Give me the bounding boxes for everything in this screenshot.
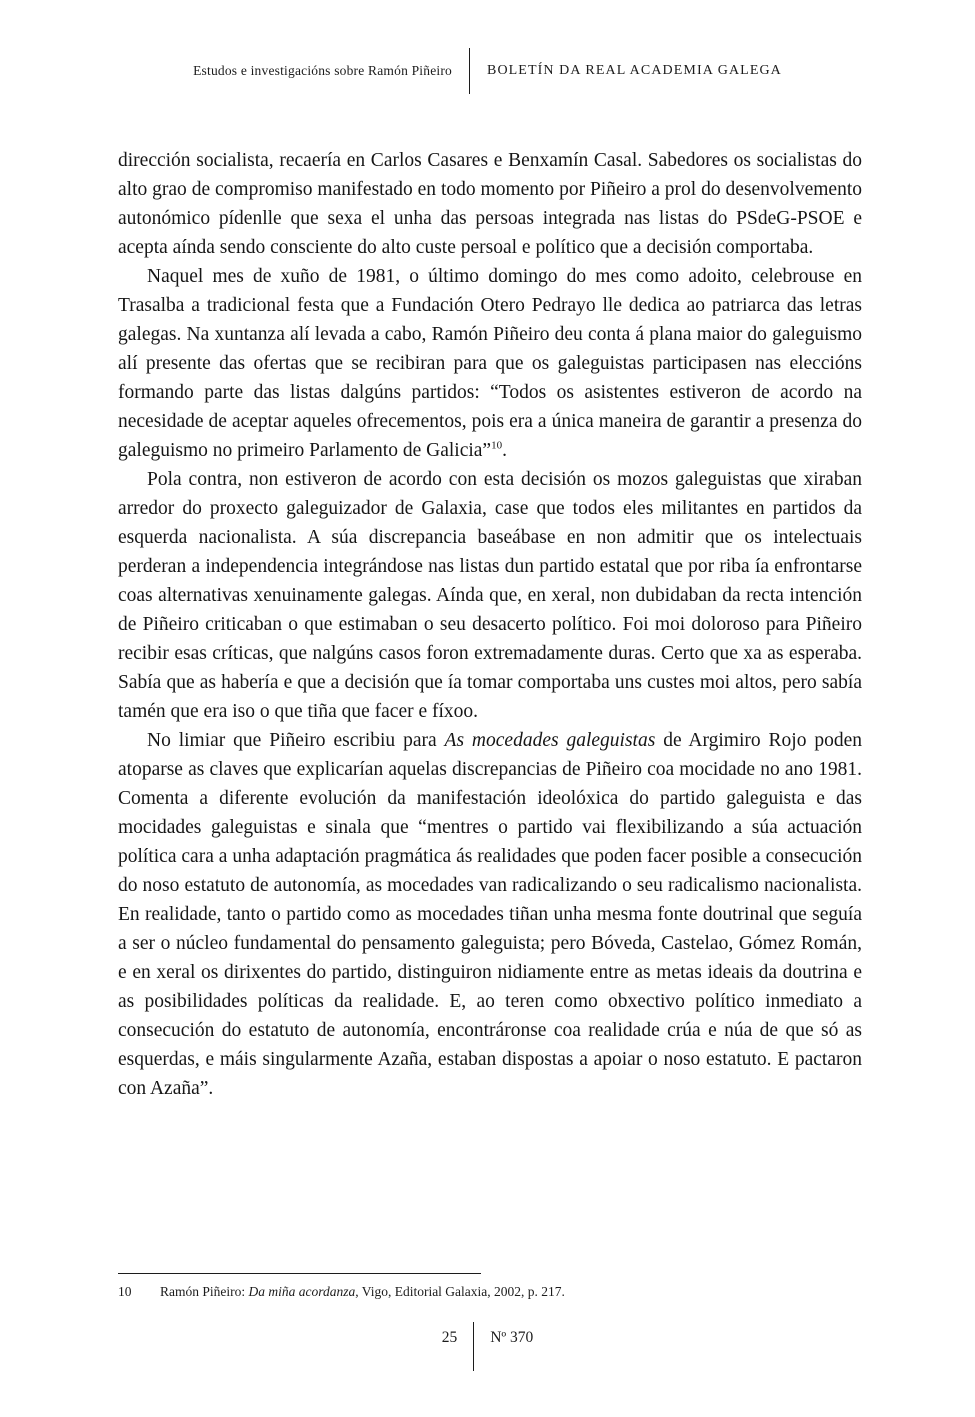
paragraph-text: dirección socialista, recaería en Carlos Casares e Benxamín Casal. Sabedores os socialistas do alto grao de compromiso manifestado en todo momento por Piñeiro a prol do desenvolvemento autonómico pídenlle que sexa el unha das persoas integrada nas listas do PSdeG-PSOE e acepta aínda sendo consciente do alto custe persoal e político que a decisión comportaba. xyxy=(118,150,862,258)
paragraph-text: de Argimiro Rojo poden atoparse as claves que explicarían aquelas discrepancias de Piñeiro coa mocidade no ano 1981. Comenta a diferente evolución da manifestación ideolóxica do partido galeguista e das mocidades galeguistas e sinala que “mentres o partido vai flexibilizando a súa actuación política cara a unha adaptación pragmática ás realidades que poden facer posible a consecución do noso estatuto de autonomía, as mocedades van radicalizando o seu radicalismo nacionalista. En realidade, tanto o partido como as mocedades tiñan unha mesma fonte doutrinal que seguía a ser o núcleo fundamental do pensamento galeguista; pero Bóveda, Castelao, Gómez Román, e en xeral os dirixentes do partido, distinguiron nidiamente entre as metas ideais da doutrina e as posibilidades políticas da realidade. E, ao teren como obxectivo político inmediato a consecución do estatuto de autonomía, encontráronse coa realidade crúa e núa de que só as esquerdas, e máis singularmente Azaña, estaban dispostas a apoiar o noso estatuto. E pactaron con Azaña”. xyxy=(118,730,862,1099)
footnote-text xyxy=(160,1284,565,1300)
paragraph xyxy=(118,465,862,726)
running-head-journal-title: BOLETÍN DA REAL ACADEMIA GALEGA xyxy=(487,63,782,78)
footnote-text-part: , Vigo, Editorial Galaxia, 2002, p. 217. xyxy=(355,1284,565,1299)
book-title-italic: As mocedades galeguistas xyxy=(444,730,656,751)
footnote-rule xyxy=(118,1273,481,1274)
footnote-block xyxy=(118,1273,862,1300)
running-head-section-title: Estudos e investigacións sobre Ramón Piñeiro xyxy=(193,63,452,78)
header-divider xyxy=(469,48,470,94)
paragraph-text: No limiar que Piñeiro escribiu para xyxy=(147,730,445,751)
paragraph xyxy=(118,262,862,465)
page-number: 25 xyxy=(441,1329,458,1346)
running-head xyxy=(0,48,975,94)
issue-number: Nº 370 xyxy=(490,1329,534,1346)
paragraph xyxy=(118,726,862,1103)
paragraph-text: . xyxy=(502,440,507,461)
paragraph xyxy=(118,146,862,262)
footnote-number: 10 xyxy=(118,1284,132,1299)
body-text xyxy=(118,146,862,1103)
paragraph-text: Pola contra, non estiveron de acordo con esta decisión os mozos galeguistas que xiraban arredor do proxecto galeguizador de Galaxia, case que todos eles militantes en partidos da esquerda nacionalista. A súa discrepancia baseábase en non admitir que os intelectuais perderan a independencia integrándose nas listas dun partido estatal que por riba ía enfrontarse coas alternativas xenuinamente galegas. Aínda que, en xeral, non dubidaban da recta intención de Piñeiro criticaban o que estimaban o seu desacerto político. Foi moi doloroso para Piñeiro recibir esas críticas, que nalgúns casos foron extremadamente duras. Certo que xa as esperaba. Sabía que as habería e que a decisión que ía tomar comportaba uns custes moi altos, pero sabía tamén que era iso o que tiña que facer e fíxoo. xyxy=(118,469,862,722)
footnote-reference: 10 xyxy=(491,439,503,452)
page-footer xyxy=(0,1322,975,1371)
footnote-book-title-italic: Da miña acordanza xyxy=(248,1284,356,1299)
paragraph-text: Naquel mes de xuño de 1981, o último domingo do mes como adoito, celebrouse en Trasalba a tradicional festa que a Fundación Otero Pedrayo lle dedica ao patriarca das letras galegas. Na xuntanza alí levada a cabo, Ramón Piñeiro deu conta á plana maior do galeguismo alí presente das ofertas que se recibiran para que os galeguistas participasen nas eleccións formando parte das listas dalgúns partidos: “Todos os asistentes estiveron de acordo na necesidade de aceptar aqueles ofrecementos, pois era a única maneira de garantir a presenza do galeguismo no primeiro Parlamento de Galicia” xyxy=(118,266,862,461)
footer-divider xyxy=(473,1322,474,1371)
footnote-text-part: Ramón Piñeiro: xyxy=(160,1284,249,1299)
footnote xyxy=(118,1284,862,1300)
